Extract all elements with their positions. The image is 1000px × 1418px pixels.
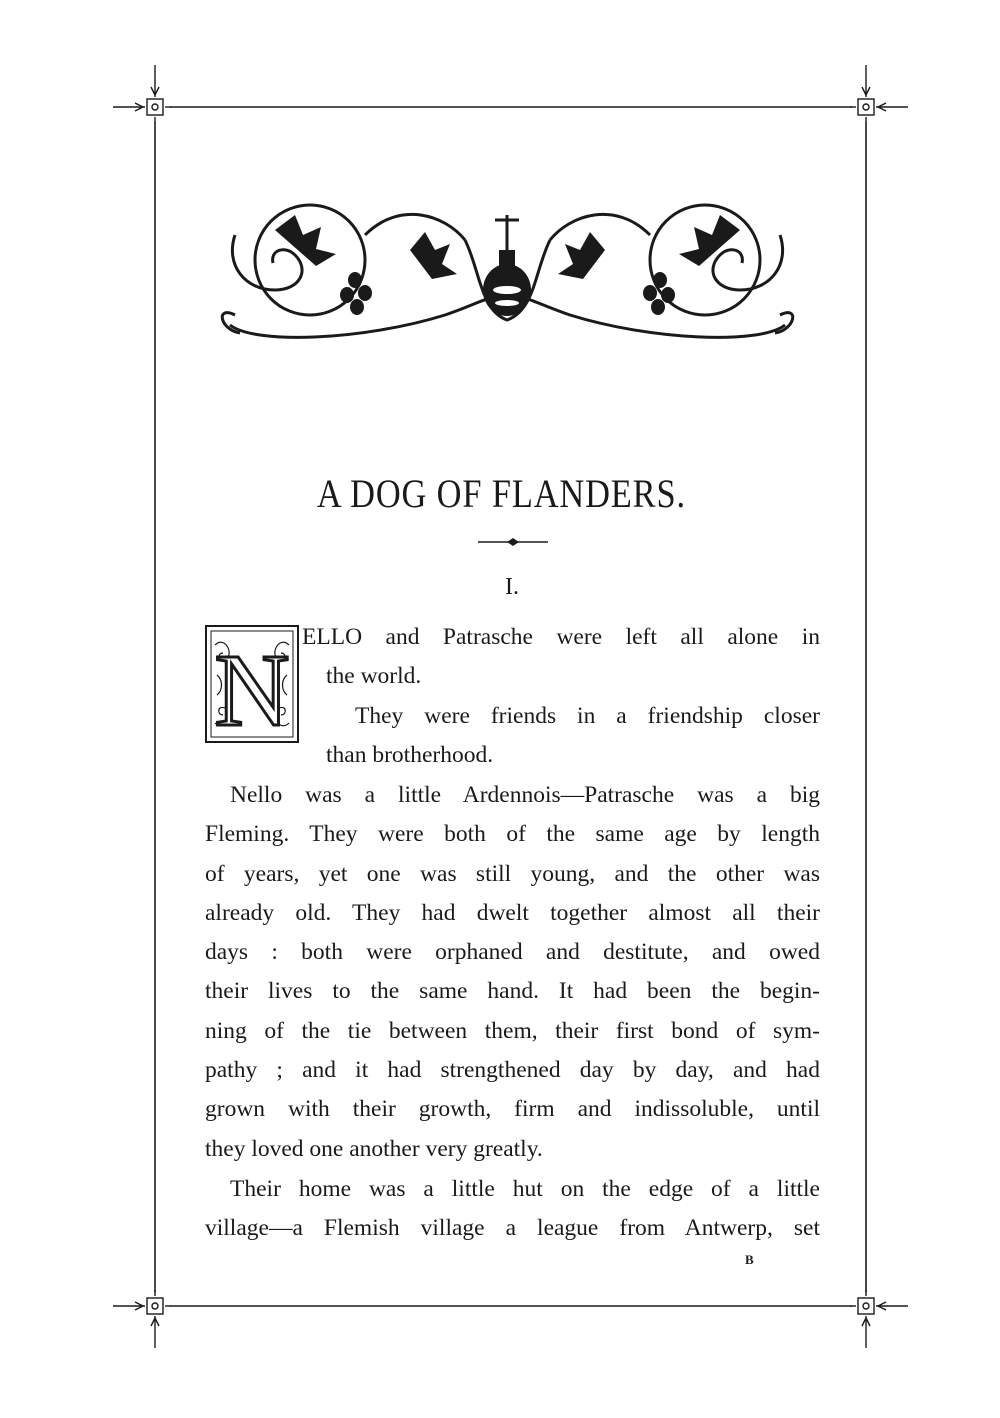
corner-ornament-icon — [850, 65, 908, 123]
text-line: they loved one another very greatly. — [205, 1135, 543, 1162]
dropcap-ornament-icon — [205, 625, 299, 743]
text-line: pathy ; and it had strengthened day by day, and had — [205, 1057, 820, 1084]
opening-paragraph — [302, 618, 820, 657]
signature-mark: B — [745, 1252, 754, 1267]
corner-ornament-icon — [850, 1290, 908, 1348]
paragraph-nello — [205, 776, 820, 1169]
text-line: already old. They had dwelt together almost all their — [205, 899, 820, 926]
corner-ornament-icon — [113, 1290, 171, 1348]
text-line: They were friends in a friendship closer — [355, 703, 820, 729]
text-line: their lives to the same hand. It had been the begin- — [205, 978, 820, 1005]
text-line: Nello was a little Ardennois—Patrasche was a big — [230, 782, 820, 808]
paragraph-friends — [355, 697, 820, 736]
dropcap-letter: N — [214, 633, 290, 743]
text-line: Their home was a little hut on the edge of a little — [230, 1176, 820, 1202]
title-rule-ornament-icon — [478, 538, 548, 546]
paragraph-home — [205, 1170, 820, 1249]
opening-paragraph-cont — [326, 657, 820, 696]
paragraph-friends-cont — [326, 736, 820, 775]
text-line: than brotherhood. — [326, 742, 494, 768]
text-line: village—a Flemish village a league from Antwerp, set — [205, 1215, 820, 1242]
text-line: Fleming. They were both of the same age by length — [205, 821, 820, 848]
headpiece-vine-ornament-icon — [215, 195, 800, 360]
text-line: ning of the tie between them, their first bond of sym- — [205, 1017, 820, 1044]
text-line: ELLO and Patrasche were left all alone in — [302, 624, 820, 650]
text-line: the world. — [326, 663, 422, 689]
text-line: grown with their growth, firm and indissoluble, until — [205, 1096, 820, 1123]
text-line: of years, yet one was still young, and the other was — [205, 860, 820, 887]
page-title: A DOG OF FLANDERS. — [316, 471, 686, 516]
chapter-heading: I. — [505, 574, 519, 600]
corner-ornament-icon — [113, 65, 171, 123]
text-line: days : both were orphaned and destitute, and owed — [205, 939, 820, 966]
